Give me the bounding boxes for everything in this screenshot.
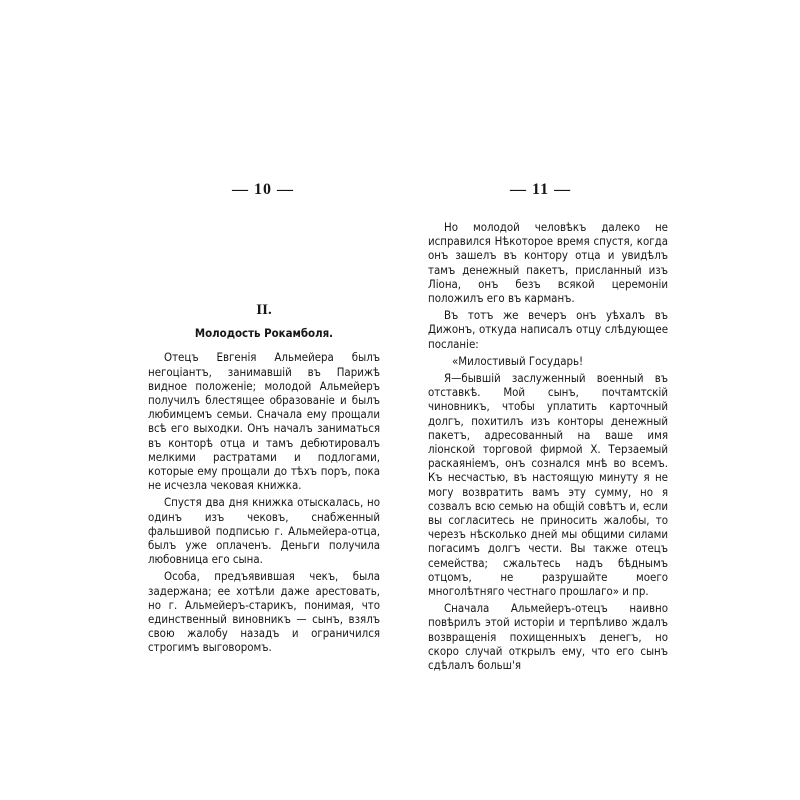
right-page-text bbox=[428, 220, 668, 675]
left-paragraph-3: Особа, предъявившая чекъ, была задержана; ее хотѣли даже арестовать, но г. Альмейеръ-старикъ, понимая, что единственный виновникъ — сынъ, взялъ свою жалобу назадъ и ограничился строгимъ выговоромъ. bbox=[148, 569, 380, 655]
left-page-number: — 10 — bbox=[232, 181, 294, 198]
chapter-number: II. bbox=[256, 302, 272, 318]
left-page-text bbox=[148, 303, 380, 658]
letter-salutation: «Милостивый Государь! bbox=[452, 353, 584, 368]
chapter-title: Молодость Рокамболя. bbox=[194, 326, 334, 341]
right-paragraph-5: Сначала Альмейеръ-отецъ наивно повѣрилъ этой исторіи и терпѣливо ждалъ возвращенія похищенныхъ денегъ, но скоро случай открылъ ему, что его сынъ сдѣлалъ больш'я bbox=[428, 601, 668, 673]
right-paragraph-1: Но молодой человѣкъ далеко не исправился Нѣкоторое время спустя, когда онъ зашелъ въ контору отца и увидѣлъ тамъ денежный пакетъ, присланный изъ Ліона, онъ безъ всякой церемоніи положилъ его въ карманъ. bbox=[428, 220, 668, 306]
left-paragraph-2: Спустя два дня книжка отыскалась, но одинъ изъ чековъ, снабженный фальшивой подписью г. Альмейера-отца, былъ уже оплаченъ. Деньги получила любовница его сына. bbox=[148, 495, 380, 567]
letter-body: Я—бывшій заслуженный военный въ отставкѣ. Мой сынъ, почтамтскій чиновникъ, чтобы уплатить карточный долгъ, похитилъ изъ конторы денежный пакетъ, адресованный на ваше имя ліонской торговой фирмой Х. Терзаемый раскаяніемъ, онъ сознался мнѣ во всемъ. Къ несчастью, въ настоящую минуту я не могу возвратить вамъ эту сумму, но я созвалъ всю семью на общій совѣтъ и, если вы согласитесь не приносить жалобы, то черезъ нѣсколько дней мы общими силами погасимъ долгъ чести. Вы также отецъ семейства; сжальтесь надъ бѣднымъ отцомъ, не разрушайте моего многолѣтняго честнаго прошлаго» и пр. bbox=[428, 371, 668, 599]
left-paragraph-1: Отецъ Евгенія Альмейера былъ негоціантъ, занимавшій въ Парижѣ видное положеніе; молодой Альмейеръ получилъ блестящее образованіе и былъ любимцемъ семьи. Сначала ему прощали всѣ его выходки. Онъ началъ заниматься въ конторѣ отца и тамъ дебютировалъ мелкими растратами и подлогами, которые ему прощали до тѣхъ поръ, пока не исчезла чековая книжка. bbox=[148, 350, 380, 493]
right-page-number: — 11 — bbox=[510, 181, 572, 198]
right-paragraph-2: Въ тотъ же вечеръ онъ уѣхалъ въ Дижонъ, откуда написалъ отцу слѣдующее посланіе: bbox=[428, 308, 668, 351]
